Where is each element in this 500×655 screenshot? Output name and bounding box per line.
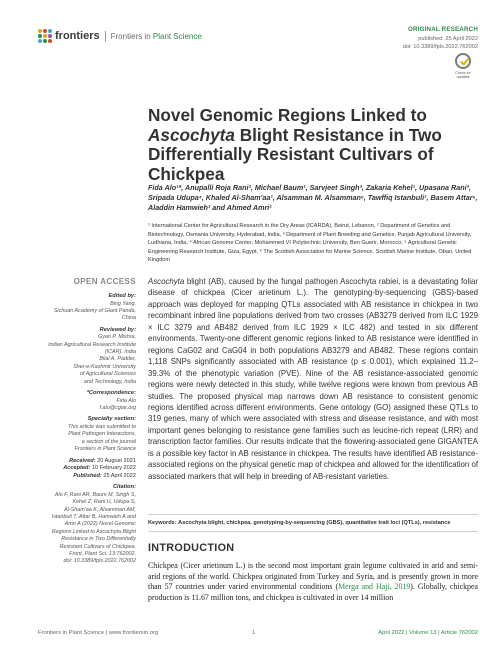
title-line-2-rest: Blight Resistance in Two [234,124,442,145]
title-line-3: Differentially Resistant Cultivars of [148,144,434,164]
title-line-4: Chickpea [148,163,225,184]
correspondence-label: *Correspondence: [86,390,136,397]
intro-heading: INTRODUCTION [148,542,235,554]
edited-by-label: Edited by: [108,293,136,299]
received-label: Received: [69,457,96,464]
specialty-text: This article was submitted to Plant Pathogen Interactions, a section of the journal Frontiers in Plant Science [67,423,136,453]
check-for-updates-badge[interactable] [450,53,476,83]
footer-issue [378,630,478,636]
article-title [148,106,478,184]
keywords-text: Ascochyta blight, chickpea, genotyping-by-sequencing (GBS), quantitative trait loci (QTLs), resistance [178,520,451,526]
frontiers-dots-icon [38,29,52,43]
author-list[interactable]: Fida Alo¹*, Anupalli Roja Rani², Michael Baum¹, Sarvjeet Singh³, Zakaria Kehel¹, Upasana Rani³, Sripada Udupa⁴, Khaled Al-Sham'aa¹, Alsamman M. Alsamman⁵, Tawffiq Istanbuli¹, Basem Attar⁶, Aladdin Hamwieh¹ and Ahmed Amri¹ [148,183,478,212]
received-row [32,458,136,466]
reviewed-by-label: Reviewed by: [99,326,136,333]
article-header [38,26,478,50]
footer-journal[interactable]: Frontiers in Plant Science | www.frontiersin.org [38,630,159,636]
journal-separator [105,31,106,42]
keywords-label: Keywords: [148,520,177,526]
specialty-label: Specialty section: [87,416,136,423]
journal-prefix: Frontiers in [110,31,151,41]
intro-citation-link[interactable]: Merga and Haji, 2019 [338,582,411,592]
updates-label: Check for updates [455,71,471,79]
logo-text: frontiers [55,30,100,42]
keywords [148,519,478,527]
accepted-row [32,465,136,473]
accepted-date: 10 February 2022 [91,465,136,472]
published-line: published: 25 April 2022 [418,35,478,42]
citation-block [32,484,136,566]
journal-name[interactable] [111,32,202,41]
open-access-label[interactable]: OPEN ACCESS [73,277,136,286]
intro-text-a: Chickpea (Cicer arietinum L.) is the second most important grain legume cultivated in arid and semi-arid regions of the world. Chickpea originated from Turkey and Syria, and is presently grown in more than 57 countries under varied environmental conditions ( [148,561,478,592]
article-meta [403,26,478,52]
journal-accent: Plant Science [152,31,202,41]
reviewed-by-block [32,327,136,386]
title-line-1: Novel Genomic Regions Linked to [148,105,427,125]
intro-text-b: ). Globally, chickpea production is 11.67 million tons, and chickpea is cultivated in over 14 million [148,582,478,602]
doi-line[interactable]: doi: 10.3389/fpls.2022.762002 [402,44,478,50]
article-type: ORIGINAL RESEARCH [408,26,478,33]
accepted-label: Accepted: [63,465,91,472]
published-label: Published: [73,472,102,479]
edited-by-text: Bing Yang, Sichuan Academy of Giant Panda, China [53,300,136,322]
published-date: 25 April 2022 [103,472,136,479]
received-date: 20 August 2021 [97,457,136,464]
keywords-divider-bottom [148,531,478,532]
abstract-text: blight (AB), caused by the fungal pathogen Ascochyta rabiei, is a devastating foliar disease of chickpea (Cicer arietinum L.). The genotyping-by-sequencing (GBS)-based approach was deployed for mapping QTLs associated with AB resistance in chickpea in two recombinant inbred line populations derived from two crosses (AB3279 derived from ILC 1929 × ILC 3279 and AB482 derived from ILC 1929 × ILC 482) and tested in six different environments. Twenty-one different genomic regions linked to AB resistance were identified in regions CaG02 and CaG04 in both populations AB3279 and AB482. These regions contain 1,118 SNPs significantly associated with AB resistance (p ≤ 0.001), which explained 11.2–39.3% of the phenotypic variation (PVE). Nine of the AB resistance-associated genomic regions were newly detected in this study, while twelve regions were known from previous AB studies. The proposed physical map narrows down AB resistance to consistent genomic regions identified across different environments. Gene ontology (GO) assigned these QTLs to 319 genes, many of which were associated with stress and disease resistance, and with most important genes belonging to resistance gene families such as leucine-rich repeat (LRR) and transcription factor families. Our results indicate that the flowering-associated gene GIGANTEA is a possible key factor in AB resistance in chickpea. The results have identified AB resistance-associated regions on the physical genetic map of chickpea and allowed for the identification of associated markers that will help in breeding of AB-resistant varieties. [148,277,478,481]
title-italic: Ascochyta [148,124,235,145]
citation-label: Citation: [112,484,136,491]
affiliations: ¹ International Center for Agricultural Research in the Dry Areas (ICARDA), Beirut, Lebanon, ² Department of Genetics and Biotechnology, Osmania University, Hyderabad, India, ³ Department of Plant Breeding and Genetics, Punjab Agricultural University, Ludhiana, India, ⁴ African Genome Center, Mohammed VI Polytechnic University, Ben Guerir, Morocco, ⁵ Agricultural Genetic Engineering Research Institute, Giza, Egypt, ⁶ The Scottish Association for Marine Science, Scottish Marine Institute, Oban, United Kingdom [148,223,472,264]
keywords-divider-top [148,514,478,515]
abstract-lead: Ascochyta [148,277,185,286]
abstract [148,276,478,482]
reviewed-by-text: Gyan P. Mishra, Indian Agricultural Research Institute (ICAR), India Bilal A. Padder, Sher-e-Kashmir University of Agricultural Sciences and Technology, India [48,334,136,385]
edited-by-block [32,293,136,323]
correspondence-block [32,390,136,412]
published-row [32,473,136,481]
update-check-icon [455,53,471,69]
specialty-block [32,416,136,453]
article-sidebar [32,277,136,570]
footer-page-number: 1 [252,630,256,636]
footer-issue-text: April 2022 | Volume 13 | Article 762002 [378,630,478,636]
title-line-2 [148,126,478,146]
citation-text: Alo F, Rani AR, Baum M, Singh S, Kehel Z, Rani U, Udupa S, Al-Sham'aa K, Alsamman AM, Istanbuli T, Attar B, Hamwieh A and Amri A (2022) Novel Genomic Regions Linked to Ascochyta Blight Resistance in Two Differentially Resistant Cultivars of Chickpea. Front. Plant Sci. 13:762002. doi: 10.3389/fpls.2022.762002 [51,491,136,565]
dates-block [32,458,136,481]
intro-paragraph [148,561,478,603]
correspondence-text[interactable]: Fida Alo f.alo@cgiar.org [99,397,136,411]
frontiers-logo[interactable] [38,29,202,43]
